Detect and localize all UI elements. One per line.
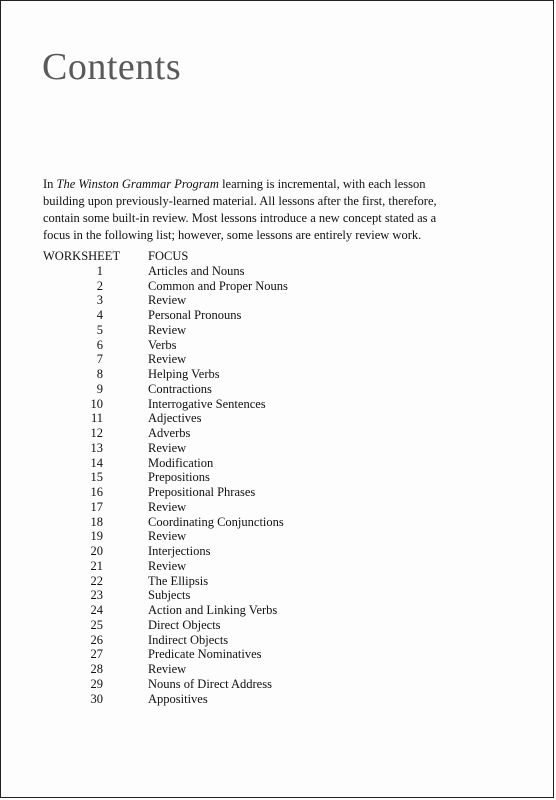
table-row: [43, 367, 288, 382]
table-row: [43, 308, 288, 323]
table-row: [43, 352, 288, 367]
focus-topic: Review: [148, 662, 187, 677]
worksheet-number: 3: [96, 293, 103, 308]
focus-topic: Helping Verbs: [148, 367, 220, 382]
worksheet-number: 20: [90, 544, 103, 559]
page-title: Contents: [42, 46, 182, 88]
worksheet-number: 8: [96, 367, 103, 382]
worksheet-number: 23: [90, 588, 103, 603]
table-row: [43, 662, 288, 677]
focus-topic: Personal Pronouns: [148, 308, 242, 323]
focus-topic: Interrogative Sentences: [148, 396, 266, 411]
table-row: [43, 544, 288, 559]
worksheet-number: 15: [90, 470, 103, 485]
table-row: [43, 411, 288, 426]
intro-paragraph: [43, 176, 453, 244]
table-row: [43, 677, 288, 692]
table-row: [43, 603, 288, 618]
table-row: [43, 279, 288, 294]
table-row: [43, 426, 288, 441]
worksheet-number: 14: [90, 455, 103, 470]
focus-topic: Interjections: [148, 544, 211, 559]
worksheet-number: 18: [90, 514, 103, 529]
focus-topic: Review: [148, 558, 187, 573]
focus-topic: Nouns of Direct Address: [148, 676, 272, 691]
focus-topic: Adverbs: [148, 426, 191, 441]
table-row: [43, 647, 288, 662]
focus-topic: Verbs: [148, 337, 177, 352]
worksheet-column-header: WORKSHEET: [43, 249, 121, 263]
worksheet-number: 7: [96, 352, 103, 367]
table-row: [43, 338, 288, 353]
focus-topic: Action and Linking Verbs: [148, 603, 278, 618]
worksheet-number: 5: [96, 322, 103, 337]
table-header: [43, 249, 288, 264]
focus-topic: The Ellipsis: [148, 573, 209, 588]
focus-topic: Contractions: [148, 381, 212, 396]
table-row: [43, 633, 288, 648]
focus-topic: Indirect Objects: [148, 632, 229, 647]
worksheet-number: 28: [90, 662, 103, 677]
table-row: [43, 574, 288, 589]
focus-topic: Direct Objects: [148, 617, 221, 632]
worksheet-number: 2: [96, 278, 103, 293]
worksheet-number: 22: [90, 573, 103, 588]
focus-topic: Modification: [148, 455, 214, 470]
focus-topic: Coordinating Conjunctions: [148, 514, 284, 529]
table-row: [43, 588, 288, 603]
worksheet-number: 6: [96, 337, 103, 352]
focus-topic: Review: [148, 352, 187, 367]
focus-topic: Predicate Nominatives: [148, 647, 262, 662]
worksheet-number: 29: [90, 676, 103, 691]
focus-column-header: FOCUS: [148, 249, 189, 263]
focus-topic: Articles and Nouns: [148, 263, 245, 278]
focus-topic: Common and Proper Nouns: [148, 278, 288, 293]
worksheet-number: 19: [90, 529, 103, 544]
focus-topic: Review: [148, 529, 187, 544]
worksheet-number: 24: [90, 603, 103, 618]
focus-topic: Review: [148, 293, 187, 308]
table-row: [43, 397, 288, 412]
table-row: [43, 559, 288, 574]
worksheet-number: 26: [90, 632, 103, 647]
worksheet-number: 9: [96, 381, 103, 396]
focus-topic: Prepositions: [148, 470, 210, 485]
table-row: [43, 441, 288, 456]
worksheet-number: 25: [90, 617, 103, 632]
focus-topic: Review: [148, 499, 187, 514]
worksheet-number: 13: [90, 440, 103, 455]
table-row: [43, 323, 288, 338]
table-row: [43, 264, 288, 279]
contents-table: [43, 249, 288, 706]
worksheet-number: 27: [90, 647, 103, 662]
table-row: [43, 485, 288, 500]
table-row: [43, 500, 288, 515]
focus-topic: Adjectives: [148, 411, 202, 426]
table-row: [43, 293, 288, 308]
worksheet-number: 17: [90, 499, 103, 514]
table-row: [43, 692, 288, 707]
table-row: [43, 515, 288, 530]
focus-topic: Review: [148, 440, 187, 455]
worksheet-number: 30: [90, 691, 103, 706]
focus-topic: Review: [148, 322, 187, 337]
worksheet-number: 4: [96, 308, 103, 323]
table-row: [43, 456, 288, 471]
table-row: [43, 382, 288, 397]
worksheet-number: 16: [90, 485, 103, 500]
worksheet-number: 1: [96, 263, 103, 278]
intro-prefix: In: [43, 177, 57, 191]
focus-topic: Prepositional Phrases: [148, 485, 256, 500]
table-row: [43, 470, 288, 485]
worksheet-number: 11: [90, 411, 103, 426]
table-row: [43, 529, 288, 544]
worksheet-number: 10: [90, 396, 103, 411]
focus-topic: Subjects: [148, 588, 191, 603]
focus-topic: Appositives: [148, 691, 208, 706]
table-row: [43, 618, 288, 633]
worksheet-number: 21: [90, 558, 103, 573]
table-body: [43, 264, 288, 707]
worksheet-number: 12: [90, 426, 103, 441]
intro-book-title: The Winston Grammar Program: [56, 177, 219, 191]
intro-rest: learning is incremental, with each lesson building upon previously-learned material. All lessons after the first, therefore, contain some built-in review. Most lessons introduce a new concept stated as a focus in the following list; however, some lessons are entirely review work.: [43, 177, 437, 242]
